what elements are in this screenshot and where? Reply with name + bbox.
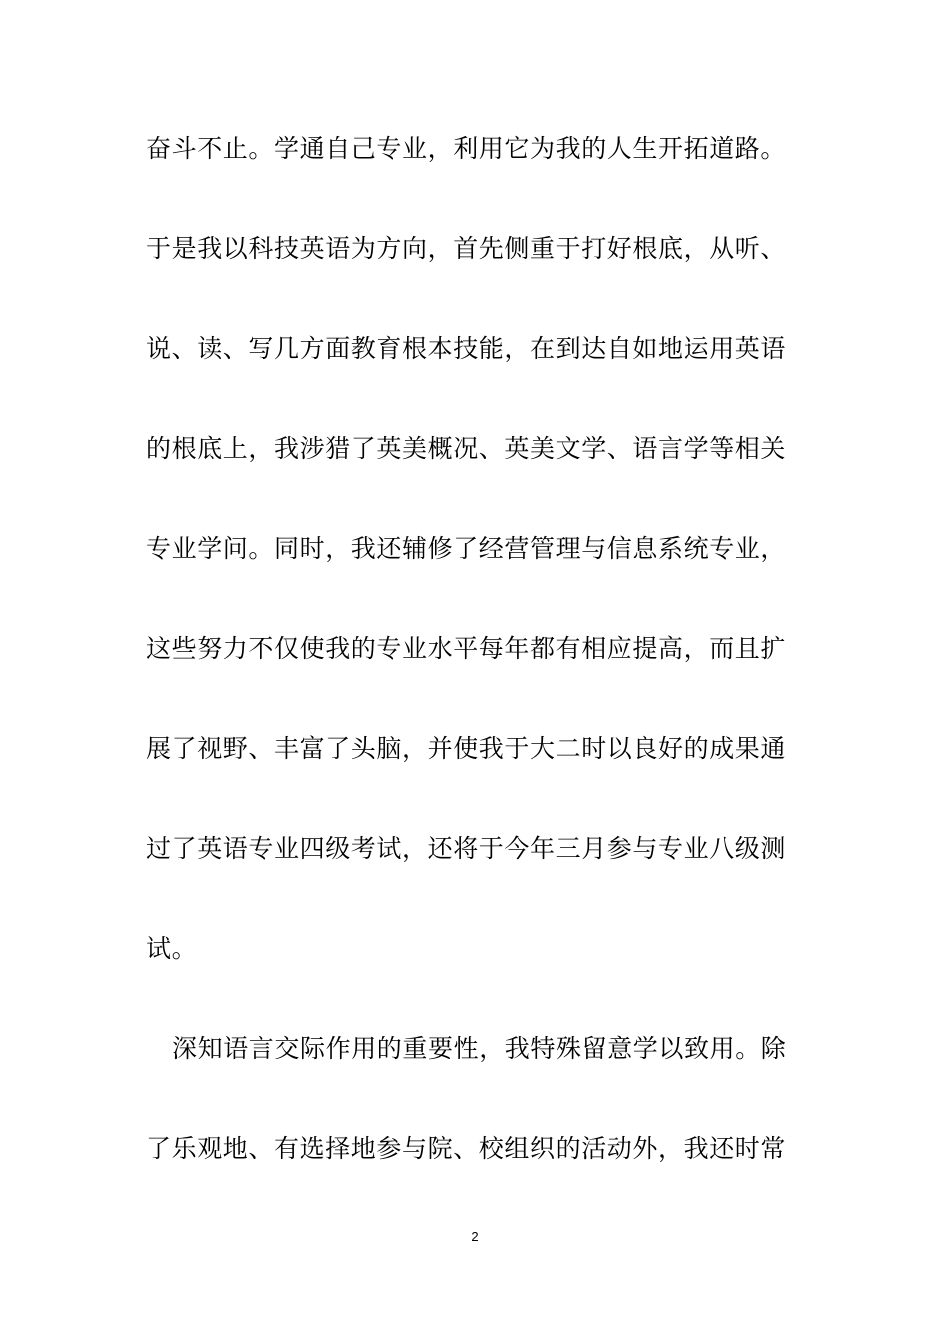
body-text-line: 展了视野、丰富了头脑，并使我于大二时以良好的成果通 xyxy=(146,734,787,763)
body-text-line: 说、读、写几方面教育根本技能，在到达自如地运用英语 xyxy=(146,334,787,363)
body-text-line: 于是我以科技英语为方向，首先侧重于打好根底，从听、 xyxy=(146,234,787,263)
page-number: 2 xyxy=(471,1229,479,1244)
body-text-line: 专业学问。同时，我还辅修了经营管理与信息系统专业， xyxy=(146,534,787,563)
body-text-line: 奋斗不止。学通自己专业，利用它为我的人生开拓道路。 xyxy=(146,134,787,163)
paragraph-first-line: 深知语言交际作用的重要性，我特殊留意学以致用。除 xyxy=(172,1034,787,1063)
body-text-line: 了乐观地、有选择地参与院、校组织的活动外，我还时常 xyxy=(146,1134,787,1163)
body-text-line: 的根底上，我涉猎了英美概况、英美文学、语言学等相关 xyxy=(146,434,787,463)
body-text-line: 试。 xyxy=(146,934,198,963)
body-text-line: 过了英语专业四级考试，还将于今年三月参与专业八级测 xyxy=(146,834,787,863)
body-text-line: 这些努力不仅使我的专业水平每年都有相应提高，而且扩 xyxy=(146,634,787,663)
